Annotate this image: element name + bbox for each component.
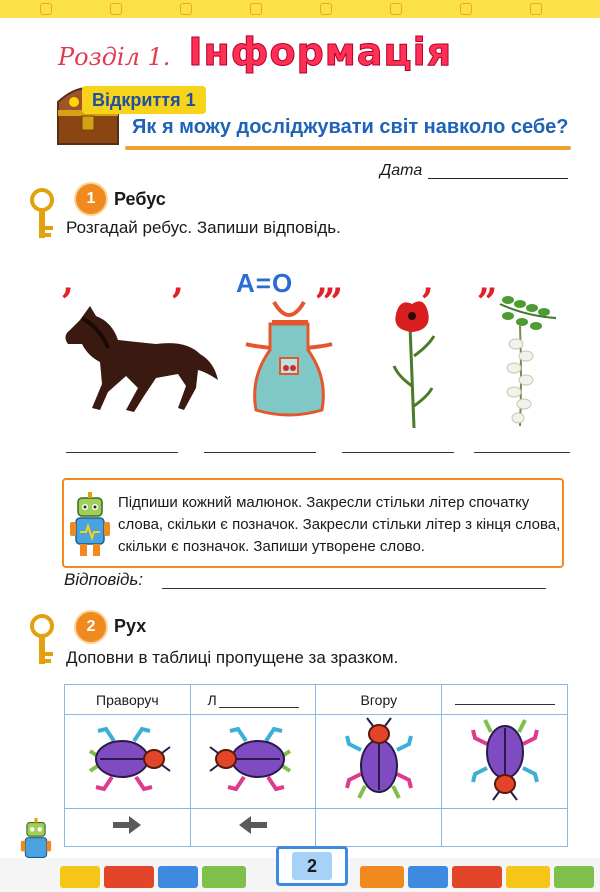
brick-decor	[60, 866, 100, 888]
discovery-tag-label: Відкриття 1	[92, 89, 196, 110]
table-cell[interactable]	[442, 809, 568, 847]
table-cell	[442, 715, 568, 809]
column-label: Праворуч	[96, 691, 159, 708]
column-label: Л	[207, 691, 217, 708]
beetle-down-icon	[465, 716, 545, 802]
task-title: Рух	[114, 616, 147, 636]
beetle-right-icon	[82, 719, 172, 799]
brick-decor	[158, 866, 198, 888]
table-header-cell	[65, 685, 191, 715]
rebus-mark: ,	[172, 262, 184, 302]
decor-icon	[250, 3, 262, 15]
hint-text: Підпиши кожний малюнок. Закресли стільки літер спочатку слова, скільки є позначок. Закресли стільки літер з кінця слова, скільки є позначок. Запиши утворене слово.	[118, 494, 561, 555]
decor-icon	[390, 3, 402, 15]
arrow-left-icon	[237, 815, 269, 835]
answer-label: Відповідь:	[64, 570, 144, 589]
poppy-picture	[388, 296, 444, 430]
picture-word-field[interactable]	[474, 452, 570, 453]
direction-field[interactable]	[219, 694, 299, 708]
task-number-badge: 2	[76, 612, 106, 642]
robot-icon	[70, 492, 110, 558]
rebus-mark: ,,	[478, 262, 494, 302]
arrow-right-icon	[111, 815, 143, 835]
beetle-left-icon	[208, 719, 298, 799]
discovery-tag	[82, 86, 206, 114]
rebus-mark: ,,,	[316, 262, 340, 302]
beetle-up-icon	[339, 716, 419, 802]
page-number: 2	[292, 852, 332, 880]
brick-decor	[408, 866, 448, 888]
acacia-picture	[486, 296, 566, 434]
table-cell	[65, 809, 191, 847]
horse-picture	[60, 300, 220, 418]
table-header-cell	[442, 685, 568, 715]
discovery-question: Як я можу досліджувати світ навколо себе?	[132, 116, 569, 138]
decor-icon	[40, 3, 52, 15]
hint-box	[62, 478, 564, 568]
table-cell	[65, 715, 191, 809]
discovery-underline	[125, 146, 571, 150]
brick-decor	[104, 866, 154, 888]
top-decor-strip	[0, 0, 600, 18]
direction-field[interactable]	[455, 691, 555, 705]
picture-word-field[interactable]	[66, 452, 178, 453]
decor-icon	[320, 3, 332, 15]
section-label: Розділ 1.	[58, 43, 171, 71]
decor-icon	[530, 3, 542, 15]
answer-field[interactable]	[162, 588, 546, 589]
task-instruction: Розгадай ребус. Запиши відповідь.	[66, 218, 341, 237]
decor-icon	[110, 3, 122, 15]
column-label: Вгору	[360, 691, 398, 708]
table-cell	[190, 715, 316, 809]
key-icon	[22, 186, 62, 244]
brick-decor	[360, 866, 404, 888]
table-cell	[190, 809, 316, 847]
decor-icon	[460, 3, 472, 15]
brick-decor	[202, 866, 246, 888]
picture-word-field[interactable]	[342, 452, 454, 453]
task-title: Ребус	[114, 189, 166, 209]
section-title: Інформація	[188, 30, 453, 74]
table-header-cell	[316, 685, 442, 715]
key-icon	[22, 612, 62, 670]
table-cell	[316, 715, 442, 809]
picture-word-field[interactable]	[204, 452, 316, 453]
task-instruction: Доповни в таблиці пропущене за зразком.	[66, 648, 399, 667]
table-header-cell	[190, 685, 316, 715]
task-number-badge: 1	[76, 184, 106, 214]
brick-decor	[554, 866, 594, 888]
date-field[interactable]	[428, 178, 568, 179]
brick-decor	[452, 866, 502, 888]
brick-decor	[506, 866, 550, 888]
section-heading	[58, 30, 452, 76]
rebus-letter-swap: A=O	[236, 268, 294, 298]
table-cell[interactable]	[316, 809, 442, 847]
apron-picture	[244, 298, 334, 420]
page-number-badge	[276, 846, 348, 886]
direction-table	[64, 684, 568, 847]
decor-icon	[180, 3, 192, 15]
rebus-mark: ,	[62, 262, 74, 302]
rebus-mark: ,	[422, 262, 434, 302]
date-label: Дата	[380, 162, 423, 179]
